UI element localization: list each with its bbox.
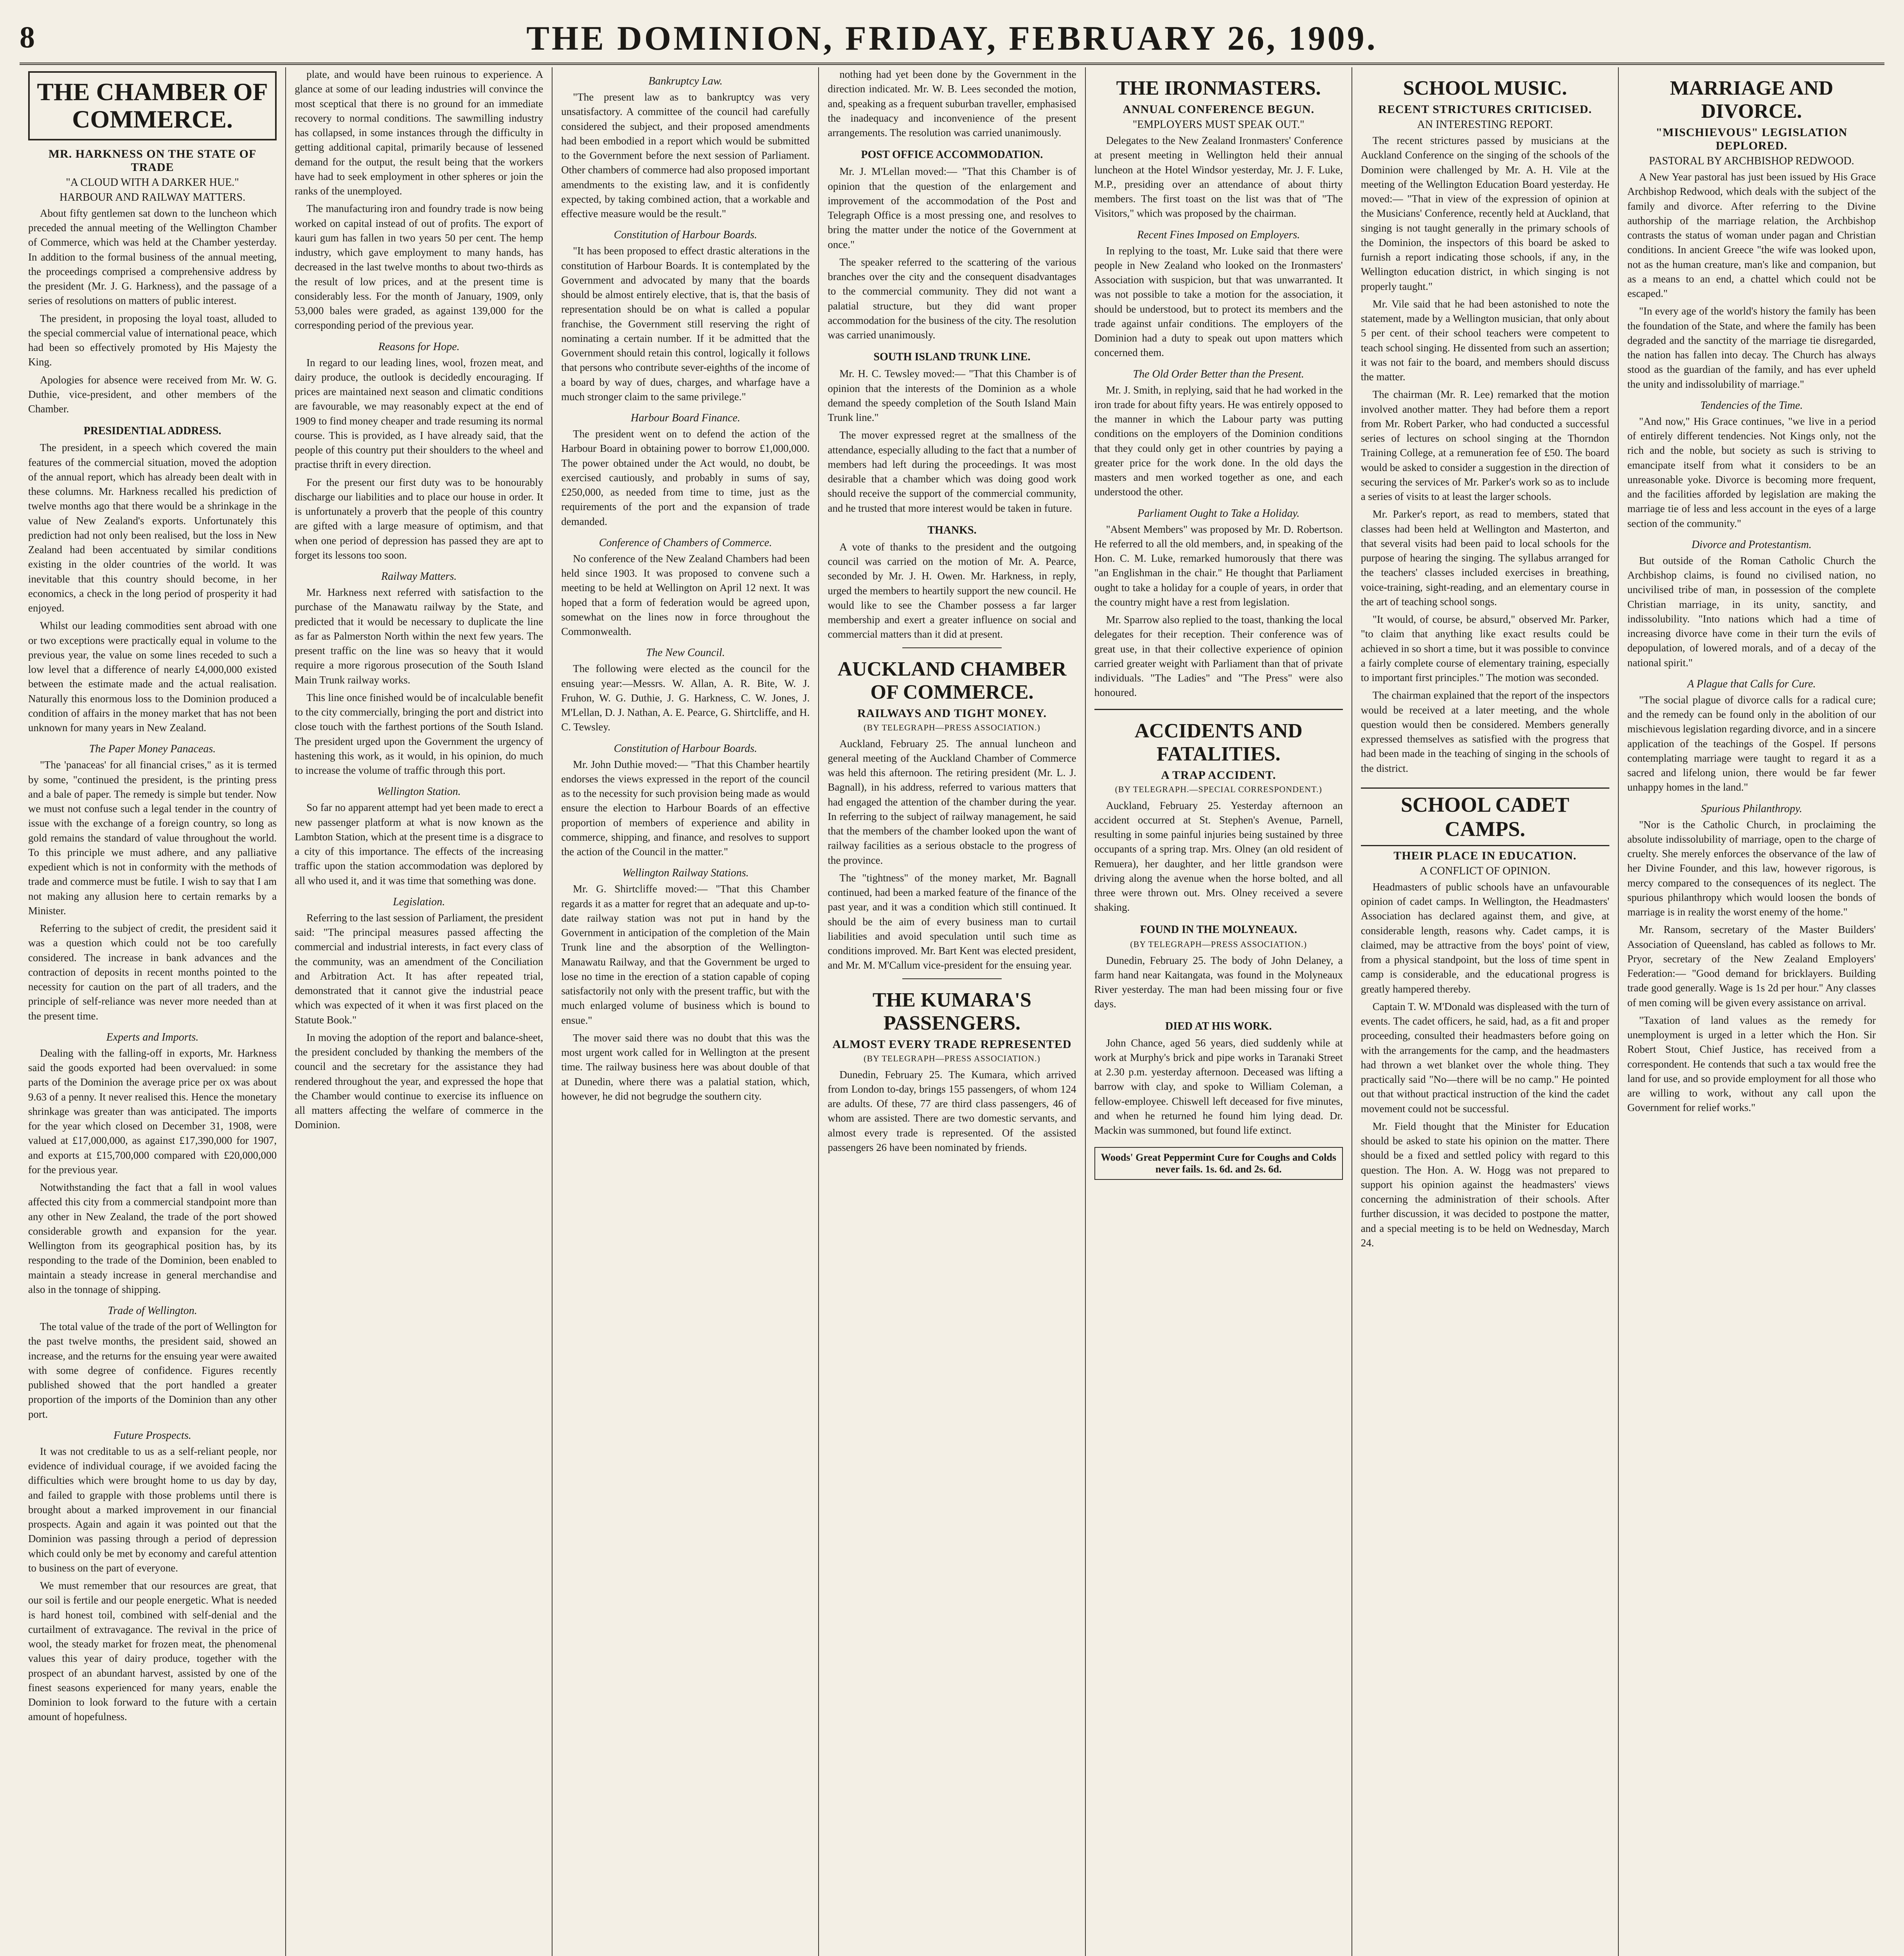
section-subheading: Harbour Board Finance. xyxy=(630,412,740,424)
section-subheading: Recent Fines Imposed on Employers. xyxy=(1137,228,1300,241)
article-headline: SCHOOL MUSIC. xyxy=(1403,77,1567,99)
section-subheading: Reasons for Hope. xyxy=(378,340,460,353)
article-headline: AUCKLAND CHAMBER OF COMMERCE. xyxy=(837,658,1067,703)
article-paragraph: Mr. J. M'Lellan moved:— "That this Chamber is of opinion that the question of the enlargement and improvement of the accommodation of the Post and Telegraph Office is a most pressing one, and resolves to bring the matter under the notice of the Government at once." xyxy=(828,165,1076,250)
column-divider xyxy=(1094,709,1343,710)
article-headline: THE KUMARA'S PASSENGERS. xyxy=(873,989,1031,1034)
article-paragraph: The president went on to defend the action of the Harbour Board in obtaining power to borrow £1,000,000. The power obtained under the Act would, no doubt, be exercised cautiously, and probably in sums of say, £250,000, as needed from time to time, just as the requirements of the port and the expansion of trade demanded. xyxy=(561,428,810,527)
article-paragraph: John Chance, aged 56 years, died suddenly while at work at Murphy's brick and pipe works in Taranaki Street at 2.30 p.m. yesterday afternoon. Deceased was lifting a barrow with clay, and spoke to William Coleman, a fellow-employee. Chiswell left deceased for five minutes, and when he returned he found him lying dead. Dr. Mackin was summoned, but found life extinct. xyxy=(1094,1037,1343,1136)
sub-headline: HARBOUR AND RAILWAY MATTERS. xyxy=(59,191,246,203)
column-2 xyxy=(286,67,552,1956)
column-5 xyxy=(1086,67,1352,1956)
article-paragraph: Dealing with the falling-off in exports, Mr. Harkness said the goods exported had been overvalued: in some parts of the Dominion the average price per ox was about 9.63 of a penny. It never realised this. Hence the monetary shrinkage was greater than was anticipated. The imports for the year which closed on December 31, 1908, were valued at £17,000,000, as against £17,390,000 for 1907, and exports at £15,700,000 compared with £20,000,000 for the previous year. xyxy=(28,1047,277,1176)
section-subheading: POST OFFICE ACCOMMODATION. xyxy=(861,149,1043,161)
section-subheading: Constitution of Harbour Boards. xyxy=(614,742,757,755)
sub-headline: THEIR PLACE IN EDUCATION. xyxy=(1393,849,1577,862)
article-paragraph: "And now," His Grace continues, "we live in a period of entirely different tendencies. Not Kings only, not the rich and the noble, but society as such is striving to emancipate itself from what it considers to be an unreasonable yoke. Divorce is becoming more frequent, and the facilities afforded by legislation are making the marriage tie of less and less account in the eyes of a large section of the community." xyxy=(1627,415,1876,529)
section-subheading: Wellington Station. xyxy=(377,786,461,798)
article-paragraph: The mover expressed regret at the smallness of the attendance, especially alluding to the fact that a number of members had left during the proceedings. It was most desirable that a chamber which was doing good work should receive the support of the commercial community, and he trusted that more interest would be taken in future. xyxy=(828,429,1076,514)
article-paragraph: No conference of the New Zealand Chambers had been held since 1903. It was proposed to convene such a meeting to be held at Wellington on April 12 next. It was hoped that a form of federation would be agreed upon, somewhat on the lines now in force throughout the Commonwealth. xyxy=(561,552,810,637)
article-paragraph: The president, in proposing the loyal toast, alluded to the special commercial value of international peace, which had been so effectively promoted by His Majesty the King. xyxy=(28,312,277,368)
article-paragraph: Mr. Ransom, secretary of the Master Builders' Association of Queensland, has cabled as follows to Mr. Pryor, secretary of the New Zealand Employers' Federation:— "Good demand for bricklayers. Building trade good generally. Wage is 1s 2d per hour." Any classes of men coming will be given every assistance on arrival. xyxy=(1627,924,1876,1009)
article-paragraph: The speaker referred to the scattering of the various branches over the city and the consequent disadvantages to the commercial community. They did not want a palatial structure, but they did want proper accommodation for the business of the city. The resolution was carried unanimously. xyxy=(828,256,1076,341)
page-number: 8 xyxy=(20,20,35,54)
article-paragraph: In moving the adoption of the report and balance-sheet, the president concluded by thanking the members of the council and the secretary for the assistance they had rendered throughout the year, and expressed the hope that the Chamber would continue to exercise its influence on all matters affecting the welfare of commerce in the Dominion. xyxy=(295,1031,543,1131)
article-paragraph: The manufacturing iron and foundry trade is now being worked on capital instead of out of profits. The export of kauri gum has fallen in two years 50 per cent. The hemp industry, which gave employment to many hands, has decreased in the last twelve months to about two-thirds as the result of low prices, and at the present time is considerably less. For the month of January, 1909, only 53,000 bales were graded, as against 139,000 for the corresponding period of the previous year. xyxy=(295,203,543,331)
article-paragraph: We must remember that our resources are great, that our soil is fertile and our people energetic. What is needed is hard honest toil, combined with self-denial and the curtailment of extravagance. The revival in the price of wool, the steady market for frozen meat, the phenomenal values this year of dairy produce, together with the prospect of an abundant harvest, assisted by one of the finest seasons experienced for many years, enable the Dominion to look forward to the future with a certain amount of hopefulness. xyxy=(28,1580,277,1723)
section-headline: THE CHAMBER OF COMMERCE. xyxy=(28,71,277,140)
sub-headline: MR. HARKNESS ON THE STATE OF TRADE xyxy=(48,147,257,174)
article-paragraph: Mr. Vile said that he had been astonished to note the statement, made by a Wellington musician, that only about 5 per cent. of their school teachers were competent to teach school singing. He dissented from such an assertion; it was not fair to the board, and members should discuss the matter. xyxy=(1361,298,1609,383)
section-subheading: THANKS. xyxy=(927,524,977,536)
article-paragraph: Mr. Parker's report, as read to members, stated that classes had been held at Wellington and Masterton, and that several visits had been paid to local schools for the purpose of hearing the singing. The syllabus arranged for the teachers' classes included exercises in breathing, voice-training, sight-reading, and an elementary course in the art of teaching school songs. xyxy=(1361,508,1609,608)
article-paragraph: Captain T. W. M'Donald was displeased with the turn of events. The cadet officers, he said, had, as a fit and proper proceeding, consulted their headmasters before going on with the arrangements for the camp, and the headmasters had thrown a wet blanket over the whole thing. They practically said "No—there will be no camp." He pointed out that without practical instruction of the kind the cadet movement could not be successful. xyxy=(1361,1000,1609,1115)
article-paragraph: Notwithstanding the fact that a fall in wool values affected this city from a commercial standpoint more than any other in New Zealand, the trade of the port showed considerable growth and expansion for the year. Wellington from its geographical position has, by its responding to the trade of the Dominion, been enabled to maintain a steady increase in general merchandise and also in the tonnage of shipping. xyxy=(28,1181,277,1295)
section-subheading: The Old Order Better than the Present. xyxy=(1133,368,1304,380)
section-subheading: Wellington Railway Stations. xyxy=(622,867,749,879)
article-paragraph: It was not creditable to us as a self-reliant people, nor evidence of individual courage, if we avoided facing the difficulties which were brought home to us day by day, and failed to grapple with those problems until there is brought about a marked improvement in our financial prospects. Again and again it was pointed out that the Dominion was passing through a period of depression which could only be met by economy and careful attention to business on the part of everyone. xyxy=(28,1445,277,1574)
section-subheading: The New Council. xyxy=(646,647,725,659)
article-paragraph: But outside of the Roman Catholic Church the Archbishop claims, is found no civilised nation, no uncivilised tribe of man, in possession of the complete Christian marriage, in its unity, sanctity, and indissolubility. "Into nations which had a time of increasing divorce have come in their turn the evils of depopulation, of lowered morals, and of a decay of the national spirit." xyxy=(1627,554,1876,669)
article-paragraph: This line once finished would be of incalculable benefit to the city commercially, bringing the port and district into close touch with the farthest portions of the South Island. The president urged upon the Government the urgency of hastening this work, as it would, in his opinion, do much to increase the volume of traffic through this port. xyxy=(295,691,543,776)
section-subheading: DIED AT HIS WORK. xyxy=(1165,1020,1272,1032)
article-paragraph: "Taxation of land values as the remedy for unemployment is urged in a letter which the Hon. Sir Robert Stout, Chief Justice, has received from a correspondent. He contends that such a tax would free the land for use, and so provide employment for all those who are willing to work, without any call upon the Government for relief works." xyxy=(1627,1014,1876,1114)
article-paragraph: In replying to the toast, Mr. Luke said that there were people in New Zealand who looked on the Ironmasters' Association with suspicion, but that was unwarranted. It was not possible to take a motion for the association, it should be understood, but to protect its members and the trade against unfair conditions. The employers of the Dominion had a duty to speak out upon matters which concerned them. xyxy=(1094,244,1343,359)
article-paragraph: Dunedin, February 25. The Kumara, which arrived from London to-day, brings 155 passengers, of whom 124 are adults. Of these, 77 are third class passengers, 46 of whom are assisted. There are two domestic servants, and almost every trade is represented. Of the assisted passengers 26 have been nominated by friends. xyxy=(828,1068,1076,1153)
article-paragraph: "The 'panaceas' for all financial crises," as it is termed by some, "continued the president, is the printing press and a bale of paper. The remedy is simple but tender. Now we must not confuse such a legal tender in the country of issue with the exchange of a foreign country, so long as gold remains the standard of value throughout the world. To this principle we must adhere, and any palliative expedient which is not in conformity with the methods of trade and commerce must be futile. I wish to say that I am not making any allusion here to certain remarks by a Minister. xyxy=(28,759,277,917)
article-paragraph: "It would, of course, be absurd," observed Mr. Parker, "to claim that anything like exact results could be achieved in so short a time, but it was possible to convince a fairly complete course of elementary training, especially to important first principles." The motion was seconded. xyxy=(1361,613,1609,683)
section-subheading: Bankruptcy Law. xyxy=(648,75,723,87)
article-paragraph: The recent strictures passed by musicians at the Auckland Conference on the singing of the schools of the Dominion were challenged by Mr. A. H. Vile at the meeting of the Wellington Education Board yesterday. He moved:— "That in view of the expression of opinion at the Musicians' Conference, recently held at Auckland, that singing is not taught generally in the primary schools of the Dominion, the inspectors of this board be asked to furnish a report indicating those schools, if any, in the Wellington education district, in which singing is not properly taught." xyxy=(1361,135,1609,292)
article-paragraph: Whilst our leading commodities sent abroad with one or two exceptions were practically equal in volume to the previous year, the value on some lines receded to such a low level that a difference of nearly £4,000,000 existed between the estimate made and the actual realisation. Naturally this enormous loss to the Dominion produced a condition of affairs in the money market that has not been unknown for many years in New Zealand. xyxy=(28,620,277,734)
masthead xyxy=(20,16,1884,65)
article-paragraph: A vote of thanks to the president and the outgoing council was carried on the motion of Mr. A. Pearce, seconded by Mr. J. H. Owen. Mr. Harkness, in reply, urged the members to heartily support the new council. He would like to see the Chamber possess a far larger membership and exert a greater influence on social and commercial matters than it did at present. xyxy=(828,541,1076,640)
article-paragraph: "Nor is the Catholic Church, in proclaiming the absolute indissolubility of marriage, open to the charge of cruelty. She merely enforces the observance of the law of her Divine Founder, and this law, however rigorous, is mercy compared to the consequences of its neglect. The spurious philanthropy which would loosen the bonds of marriage is in reality the worst enemy of the home." xyxy=(1627,818,1876,918)
sub-headline: A TRAP ACCIDENT. xyxy=(1161,768,1276,782)
article-paragraph: Referring to the subject of credit, the president said it was a question which could not be too carefully considered. The increase in bank advances and the contraction of deposits in recent months pointed to the necessity for caution on the part of all traders, and the principle of self-reliance was never more needed than at the present time. xyxy=(28,922,277,1022)
article-paragraph: Mr. Sparrow also replied to the toast, thanking the local delegates for their reception. Their conference was of great use, in that their collective experience of opinion carried greater weight with Parliament than that of private individuals. "The Ladies" and "The Press" were also honoured. xyxy=(1094,614,1343,699)
article-paragraph: In regard to our leading lines, wool, frozen meat, and dairy produce, the outlook is decidedly encouraging. If prices are maintained next season and climatic conditions are favourable, we may reasonably expect at the end of 1909 to find money cheaper and trade resuming its normal course. This is provided, as I have already said, that the people of this country put their shoulders to the wheel and practise thrift in every direction. xyxy=(295,356,543,471)
section-subheading: Tendencies of the Time. xyxy=(1700,399,1803,412)
article-paragraph: Mr. J. Smith, in replying, said that he had worked in the iron trade for about fifty years. He was entirely opposed to the manner in which the Labour party was putting conditions on the employers of the Dominion conditions that they could only get in other countries by paying a greater price for the work done. In the old days the masters and men worked together as one, and each understood the other. xyxy=(1094,384,1343,498)
article-paragraph: Mr. H. C. Tewsley moved:— "That this Chamber is of opinion that the interests of the Dominion as a whole demand the speedy completion of the South Island Main Trunk line." xyxy=(828,368,1076,423)
column-divider xyxy=(902,978,1002,979)
sub-headline: A CONFLICT OF OPINION. xyxy=(1420,865,1551,877)
article-paragraph: "In every age of the world's history the family has been the foundation of the State, and where the family has been degraded and the sanctity of the marriage tie disregarded, the nation has fallen into decay. The Church has always stood as the guardian of the family, and has ever upheld the unity and indissolubility of marriage." xyxy=(1627,305,1876,390)
section-subheading: Railway Matters. xyxy=(381,570,457,582)
article-paragraph: nothing had yet been done by the Government in the direction indicated. Mr. W. B. Lees seconded the motion, and, speaking as a frequent suburban traveller, emphasised the inadequacy and inconvenience of the present arrangements. The resolution was carried unanimously. xyxy=(828,68,1076,138)
article-paragraph: Mr. John Duthie moved:— "That this Chamber heartily endorses the views expressed in the report of the council as to the necessity for such provision being made as would ensure the election to Harbour Boards of an effective proportion of members of experience and ability in commerce, shipping, and finance, and resolves to support the action of the Council in the matter." xyxy=(561,758,810,858)
article-paragraph: Mr. G. Shirtcliffe moved:— "That this Chamber regards it as a matter for regret that an adequate and up-to-date railway station was not put in hand by the Government in anticipation of the completion of the Main Trunk line and the absorption of the Wellington-Manawatu Railway, and that the Government be urged to lose no time in the erection of a station capable of coping satisfactorily not only with the present traffic, but with the much enlarged volume of business which is bound to ensue." xyxy=(561,883,810,1026)
article-paragraph: The total value of the trade of the port of Wellington for the past twelve months, the president said, showed an increase, and the returns for the ensuing year were awaited with some degree of confidence. Figures recently published showed that the port handled a greater proportion of the imports of the Dominion than any other port. xyxy=(28,1321,277,1420)
section-subheading: Experts and Imports. xyxy=(106,1031,199,1043)
article-paragraph: Dunedin, February 25. The body of John Delaney, a farm hand near Kaitangata, was found in the Molyneaux River yesterday. The man had been missing four or five days. xyxy=(1094,954,1343,1010)
article-paragraph: The president, in a speech which covered the main features of the commercial situation, moved the adoption of the annual report, which has already been dealt with in these columns. Mr. Harkness recalled his prediction of twelve months ago that there would be a shrinkage in the value of New Zealand's exports. Unfortunately this prediction had not only been realised, but the loss in New Zealand had been accentuated by similar conditions existing in the older countries of the world. It was inevitable that this country should become, in her economics, a check in the long period of prosperity it had enjoyed. xyxy=(28,442,277,614)
column-divider xyxy=(902,647,1002,648)
column-1 xyxy=(20,67,286,1956)
article-paragraph: For the present our first duty was to be honourably discharge our liabilities and to place our house in order. It is unfortunately a proverb that the people of this country are gifted with a large measure of optimism, and that when one period of depression has passed they are apt to forget its lessons too soon. xyxy=(295,476,543,561)
wire-credit: (BY TELEGRAPH.—SPECIAL CORRESPONDENT.) xyxy=(1115,784,1322,794)
article-headline: THE IRONMASTERS. xyxy=(1116,77,1321,99)
article-paragraph: About fifty gentlemen sat down to the luncheon which preceded the annual meeting of the Wellington Chamber of Commerce, which was held at the Chamber yesterday. In addition to the formal business of the annual meeting, the proceedings comprised a comprehensive address by the president (Mr. J. G. Harkness), and the passage of a series of resolutions on matters of public interest. xyxy=(28,207,277,307)
article-headline: ACCIDENTS AND FATALITIES. xyxy=(1134,719,1303,765)
sub-headline: AN INTERESTING REPORT. xyxy=(1417,119,1553,131)
article-paragraph: The chairman explained that the report of the inspectors would be received at a later meeting, and the whole question would then be considered. Members generally expressed themselves as satisfied with the progress that had been made in the teaching of singing in the schools of the district. xyxy=(1361,689,1609,774)
article-paragraph: Referring to the last session of Parliament, the president said: "The principal measures passed affecting the commercial and industrial interests, in fact every class of the community, was an amendment of the Conciliation and Arbitration Act. It has after repeated trial, demonstrated that it cannot give the industrial peace which was expected of it when it was first placed on the Statute Book." xyxy=(295,911,543,1026)
sub-headline: "MISCHIEVOUS" LEGISLATION DEPLORED. xyxy=(1656,126,1848,152)
sub-headline: RAILWAYS AND TIGHT MONEY. xyxy=(857,707,1047,720)
article-headline: SCHOOL CADET CAMPS. xyxy=(1361,787,1609,846)
sub-headline: PASTORAL BY ARCHBISHOP REDWOOD. xyxy=(1649,155,1854,167)
section-subheading: PRESIDENTIAL ADDRESS. xyxy=(83,425,221,437)
article-paragraph: Mr. Harkness next referred with satisfaction to the purchase of the Manawatu railway by the State, and predicted that it would be necessary to duplicate the line as far as Palmerston North within the next few years. The present traffic on the line was so heavy that it would require a more rigorous prosecution of the South Island Main Trunk railway works. xyxy=(295,586,543,686)
sub-headline: RECENT STRICTURES CRITICISED. xyxy=(1378,103,1592,116)
section-subheading: FOUND IN THE MOLYNEAUX. xyxy=(1140,923,1297,936)
article-paragraph: "The social plague of divorce calls for a radical cure; and the remedy can be found only in the abolition of our mischievous legislation regarding divorce, and in a sincere application of the teachings of the Gospel. If persons contemplating marriage were taught to regard it as a sacred and lifelong union, there would be far fewer unhappy homes in the land." xyxy=(1627,694,1876,793)
section-subheading: Future Prospects. xyxy=(113,1429,191,1442)
newspaper-title: THE DOMINION, FRIDAY, FEBRUARY 26, 1909. xyxy=(526,20,1378,58)
sub-headline: ALMOST EVERY TRADE REPRESENTED xyxy=(832,1037,1072,1051)
article-paragraph: Delegates to the New Zealand Ironmasters' Conference at present meeting in Wellington held their annual luncheon at the Hotel Windsor yesterday, Mr. J. F. Luke, M.P., presiding over an attendance of about thirty members. The first toast on the list was that of "The Visitors," which was proposed by the chairman. xyxy=(1094,135,1343,219)
section-subheading: Parliament Ought to Take a Holiday. xyxy=(1137,507,1300,520)
section-subheading: Legislation. xyxy=(393,895,445,908)
article-paragraph: So far no apparent attempt had yet been made to erect a new passenger platform at what is now known as the Lambton Station, which at the present time is a disgrace to a city of this importance. The effects of the increasing traffic upon the station accommodation was deplored by all who used it, and it was time that something was done. xyxy=(295,802,543,886)
advertisement: Woods' Great Peppermint Cure for Coughs and Colds never fails. 1s. 6d. and 2s. 6d. xyxy=(1094,1147,1343,1180)
section-subheading: Conference of Chambers of Commerce. xyxy=(599,536,772,549)
sub-headline: ANNUAL CONFERENCE BEGUN. xyxy=(1123,103,1315,116)
article-paragraph: Mr. Field thought that the Minister for Education should be asked to state his opinion on the matter. There should be a fixed and settled policy with regard to this question. The Hon. A. W. Hogg was not prepared to support his opinion against the headmasters' views concerning the administration of their schools. After further discussion, it was decided to postpone the matter, and a special meeting is to be held on Wednesday, March 24. xyxy=(1361,1120,1609,1249)
article-paragraph: The following were elected as the council for the ensuing year:—Messrs. W. Allan, A. R. Bite, W. J. Fruhon, W. G. Duthie, J. G. Harkness, C. W. Jones, J. M'Lellan, D. J. Nathan, A. E. Pearce, G. Shirtcliffe, and H. C. Tewsley. xyxy=(561,663,810,733)
section-subheading: Constitution of Harbour Boards. xyxy=(614,229,757,241)
article-paragraph: A New Year pastoral has just been issued by His Grace Archbishop Redwood, which deals with the subject of the family and divorce. After referring to the Divine authorship of the marriage relation, the Archbishop contrasts the status of woman under pagan and Christian conditions. In ancient Greece "the wife was looked upon, not as the human creature, man's like and companion, but as a means to an end, a chattel which could not be escaped." xyxy=(1627,171,1876,299)
section-subheading: Trade of Wellington. xyxy=(108,1305,197,1317)
sub-headline: "A CLOUD WITH A DARKER HUE." xyxy=(66,176,239,189)
article-paragraph: The mover said there was no doubt that this was the most urgent work called for in Wellington at the present time. The railway business here was about double of that at Dunedin, where there was a palatial station, which, however, he did not begrudge the southern city. xyxy=(561,1032,810,1102)
column-7 xyxy=(1619,67,1884,1956)
wire-credit: (BY TELEGRAPH—PRESS ASSOCIATION.) xyxy=(1130,939,1307,949)
column-6 xyxy=(1352,67,1619,1956)
article-paragraph: Auckland, February 25. The annual luncheon and general meeting of the Auckland Chamber of Commerce was held this afternoon. The retiring president (Mr. L. J. Bagnall), in his address, referred to various matters that had engaged the attention of the chamber during the year. In referring to the subject of railway management, he said that the members of the chamber looked upon the want of railway facilities as a serious obstacle to the progress of the province. xyxy=(828,737,1076,866)
article-paragraph: plate, and would have been ruinous to experience. A glance at some of our leading industries will convince the most sceptical that there is no ground for an immediate recovery to normal conditions. The sawmilling industry has collapsed, in some instances through the difficulty in getting additional capital, primarily because of lessened demand for the output, the result being that the workers have had to seek employment in other spheres or join the ranks of the unemployed. xyxy=(295,68,543,197)
article-paragraph: Auckland, February 25. Yesterday afternoon an accident occurred at St. Stephen's Avenue, Parnell, resulting in some painful injuries being sustained by three occupants of a spring trap. Mrs. Olney (an old resident of Remuera), her daughter, and her little grandson were driving along the avenue when the horse bolted, and all three were thrown out. Mrs. Olney received a severe shaking. xyxy=(1094,799,1343,913)
article-paragraph: The chairman (Mr. R. Lee) remarked that the motion involved another matter. They had before them a report from Mr. Robert Parker, who had conducted a successful series of lectures on school singing at the Thorndon Training College, at a remuneration fee of £50. The board would be asked to consider a suggestion in the direction of securing the services of Mr. Parker's work so as to include a series of visits to at least the larger schools. xyxy=(1361,388,1609,502)
article-paragraph: Headmasters of public schools have an unfavourable opinion of cadet camps. In Wellington, the Headmasters' Association has declared against them, and give, at considerable length, reasons why. Cadet camps, it is claimed, may be attractive from the boys' point of view, from a physical standpoint, but the loss of time spent in camp is considerable, and the educational progress is greatly hampered thereby. xyxy=(1361,881,1609,995)
article-headline: MARRIAGE AND DIVORCE. xyxy=(1670,77,1834,122)
column-3 xyxy=(552,67,819,1956)
section-subheading: Divorce and Protestantism. xyxy=(1692,538,1812,551)
wire-credit: (BY TELEGRAPH—PRESS ASSOCIATION.) xyxy=(864,722,1040,732)
columns xyxy=(20,67,1884,1956)
section-subheading: A Plague that Calls for Cure. xyxy=(1687,678,1816,690)
sub-headline: "EMPLOYERS MUST SPEAK OUT." xyxy=(1132,119,1305,131)
article-paragraph: Apologies for absence were received from Mr. W. G. Duthie, vice-president, and other members of the Chamber. xyxy=(28,374,277,415)
section-subheading: Spurious Philanthropy. xyxy=(1701,802,1802,815)
article-paragraph: "It has been proposed to effect drastic alterations in the constitution of Harbour Boards. It is contemplated by the Government and advocated by many that the boards should be almost entirely elective, that is, that the basis of representation should be on what is called a popular franchise, the Government still reserving the right of nominating a certain number. If it be admitted that the Government should retain this control, logically it follows that persons who contribute sever-eighths of the income of a board by way of dues, charges, and wharfage have a much stronger claim to the same privilege." xyxy=(561,245,810,403)
article-paragraph: "The present law as to bankruptcy was very unsatisfactory. A committee of the council had carefully considered the subject, and their proposed amendments had been embodied in a report which would be submitted to the Government before the next session of Parliament. Other chambers of commerce had also proposed important amendments to the existing law, and it is confidently expected, by taking combined action, that a workable and effective measure would be the result." xyxy=(561,91,810,219)
wire-credit: (BY TELEGRAPH—PRESS ASSOCIATION.) xyxy=(864,1053,1040,1063)
article-paragraph: "Absent Members" was proposed by Mr. D. Robertson. He referred to all the old members, and, in speaking of the Hon. C. M. Luke, remarked humorously that there was "an Englishman in the chair." He thought that Parliament ought to take a holiday for a couple of years, in order that the country might have a rest from legislation. xyxy=(1094,523,1343,608)
section-subheading: The Paper Money Panaceas. xyxy=(89,743,216,755)
section-subheading: SOUTH ISLAND TRUNK LINE. xyxy=(873,351,1031,363)
article-paragraph: The "tightness" of the money market, Mr. Bagnall continued, had been a marked feature of the finance of the past year, and it was a condition which still continued. It should be the aim of every business man to curtail liabilities and avoid speculation until such time as conditions improved. Mr. Bart Kent was elected president, and Mr. M. M'Callum vice-president for the ensuing year. xyxy=(828,872,1076,971)
column-4 xyxy=(819,67,1085,1956)
